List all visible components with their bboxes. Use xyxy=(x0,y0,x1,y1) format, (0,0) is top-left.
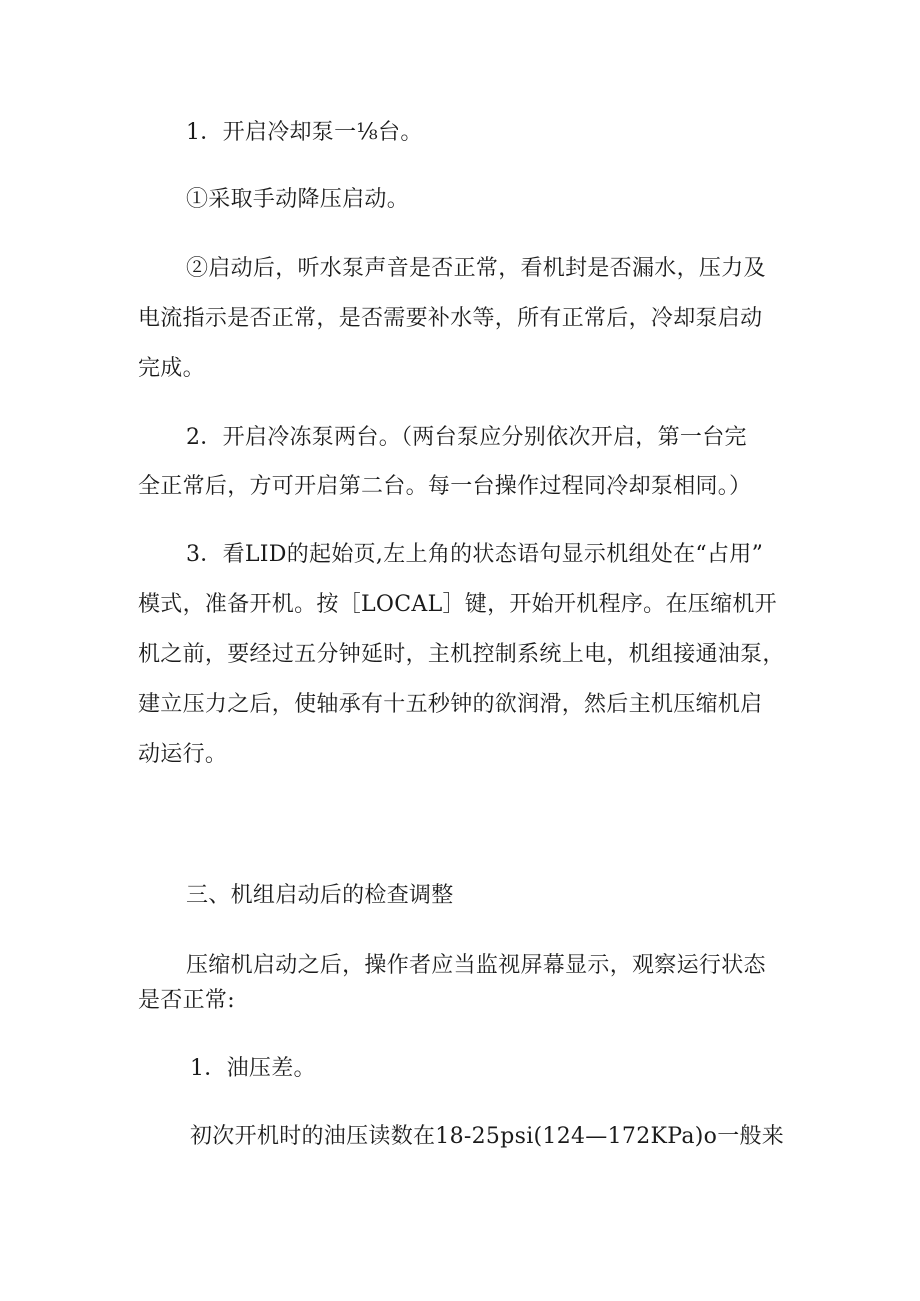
step-2-line-1: 2．开启冷冻泵两台。（两台泵应分别依次开启，第一台完 xyxy=(186,425,747,450)
check-1-heading: 1．油压差。 xyxy=(190,1056,316,1081)
section-3-intro-line-1: 压缩机启动之后，操作者应当监视屏幕显示，观察运行状态 xyxy=(186,953,766,978)
step-1-item-2-line-1: ②启动后，听水泵声音是否正常，看机封是否漏水，压力及 xyxy=(186,256,766,281)
step-3-line-3: 机之前，要经过五分钟延时，主机控制系统上电，机组接通油泵， xyxy=(138,642,785,667)
step-3-line-5: 动运行。 xyxy=(138,742,228,767)
section-3-heading: 三、机组启动后的检查调整 xyxy=(186,883,454,908)
step-3-line-1: 3．看LID的起始页,左上角的状态语句显示机组处在“占用” xyxy=(186,542,764,567)
step-1-item-1: ①采取手动降压启动。 xyxy=(186,187,410,212)
step-3-line-4: 建立压力之后，使轴承有十五秒钟的欲润滑，然后主机压缩机启 xyxy=(138,692,763,717)
step-1-heading: 1．开启冷却泵一⅛台。 xyxy=(186,120,423,145)
check-1-body-line-1: 初次开机时的油压读数在18-25psi(124—172KPa)o一般来 xyxy=(190,1124,785,1149)
step-2-line-2: 全正常后，方可开启第二台。每一台操作过程同冷却泵相同。） xyxy=(138,474,752,499)
step-1-item-2-line-3: 完成。 xyxy=(138,356,205,381)
step-1-item-2-line-2: 电流指示是否正常，是否需要补水等，所有正常后，冷却泵启动 xyxy=(138,306,763,331)
step-3-line-2: 模式，准备开机。按［LOCAL］键，开始开机程序。在压缩机开 xyxy=(138,592,777,617)
section-3-intro-line-2: 是否正常: xyxy=(138,988,235,1013)
